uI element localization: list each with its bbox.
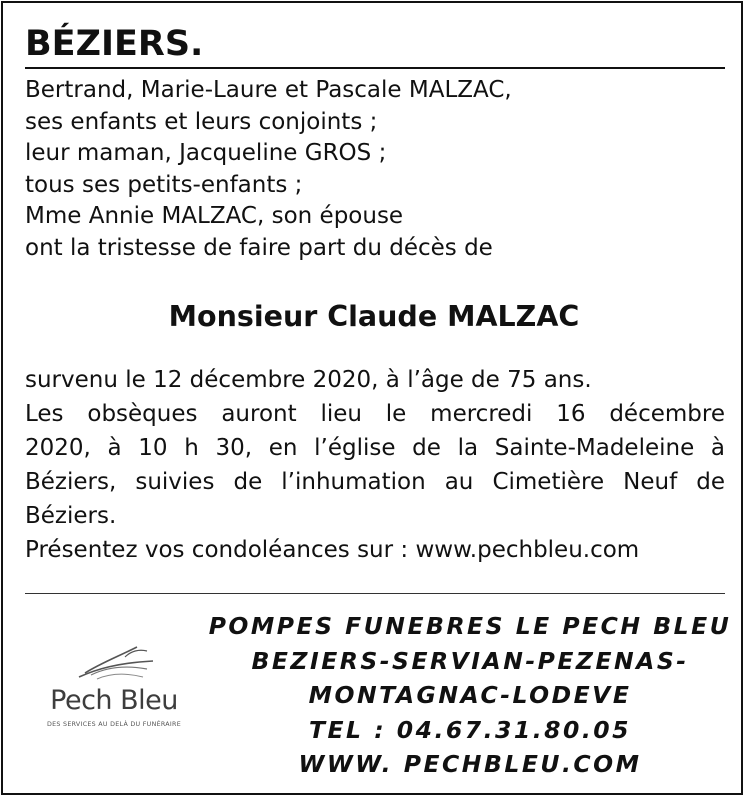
logo-tagline: DES SERVICES AU DELÀ DU FUNÉRAIRE xyxy=(47,721,181,728)
funeral-home-block xyxy=(203,609,737,782)
obituary-notice xyxy=(1,1,743,795)
announcer-line: ses enfants et leurs conjoints ; xyxy=(25,108,378,135)
details-line: survenu le 12 décembre 2020, à l’âge de 75 ans. xyxy=(25,367,592,393)
heading-divider xyxy=(25,67,725,69)
funeral-home-phone: TEL : 04.67.31.80.05 xyxy=(308,715,632,744)
details-line: Les obsèques auront lieu le mercredi 16 décembre xyxy=(25,401,725,427)
logo-name: Pech Bleu xyxy=(50,685,178,716)
city-heading: BÉZIERS. xyxy=(25,24,204,64)
announcer-line: ont la tristesse de faire part du décès de xyxy=(25,234,493,261)
details-line: 2020, à 10 h 30, en l’église de la Sainte-Madeleine à xyxy=(25,435,725,461)
funeral-home-name: POMPES FUNEBRES LE PECH BLEU xyxy=(208,612,732,640)
deceased-name: Monsieur Claude MALZAC xyxy=(168,300,580,333)
funeral-home-locations: MONTAGNAC-LODEVE xyxy=(308,681,632,709)
funeral-home-locations: BEZIERS-SERVIAN-PEZENAS- xyxy=(251,646,689,675)
details-line: Béziers, suivies de l’inhumation au Cimetière Neuf de xyxy=(25,469,725,495)
announcer-line: tous ses petits-enfants ; xyxy=(25,171,303,198)
bird-wing-icon xyxy=(77,643,155,685)
details-line: Béziers. xyxy=(25,503,117,529)
announcer-line: Mme Annie MALZAC, son épouse xyxy=(25,203,404,229)
funeral-home-website: WWW. PECHBLEU.COM xyxy=(298,750,642,778)
announcer-line: leur maman, Jacqueline GROS ; xyxy=(25,140,387,166)
announcers-block xyxy=(25,75,725,264)
footer-divider xyxy=(25,593,725,594)
announcer-line: Bertrand, Marie-Laure et Pascale MALZAC, xyxy=(25,77,512,103)
details-block xyxy=(25,363,725,567)
condolences-line: Présentez vos condoléances sur : www.pechbleu.com xyxy=(25,537,640,563)
pech-bleu-logo xyxy=(25,643,203,743)
